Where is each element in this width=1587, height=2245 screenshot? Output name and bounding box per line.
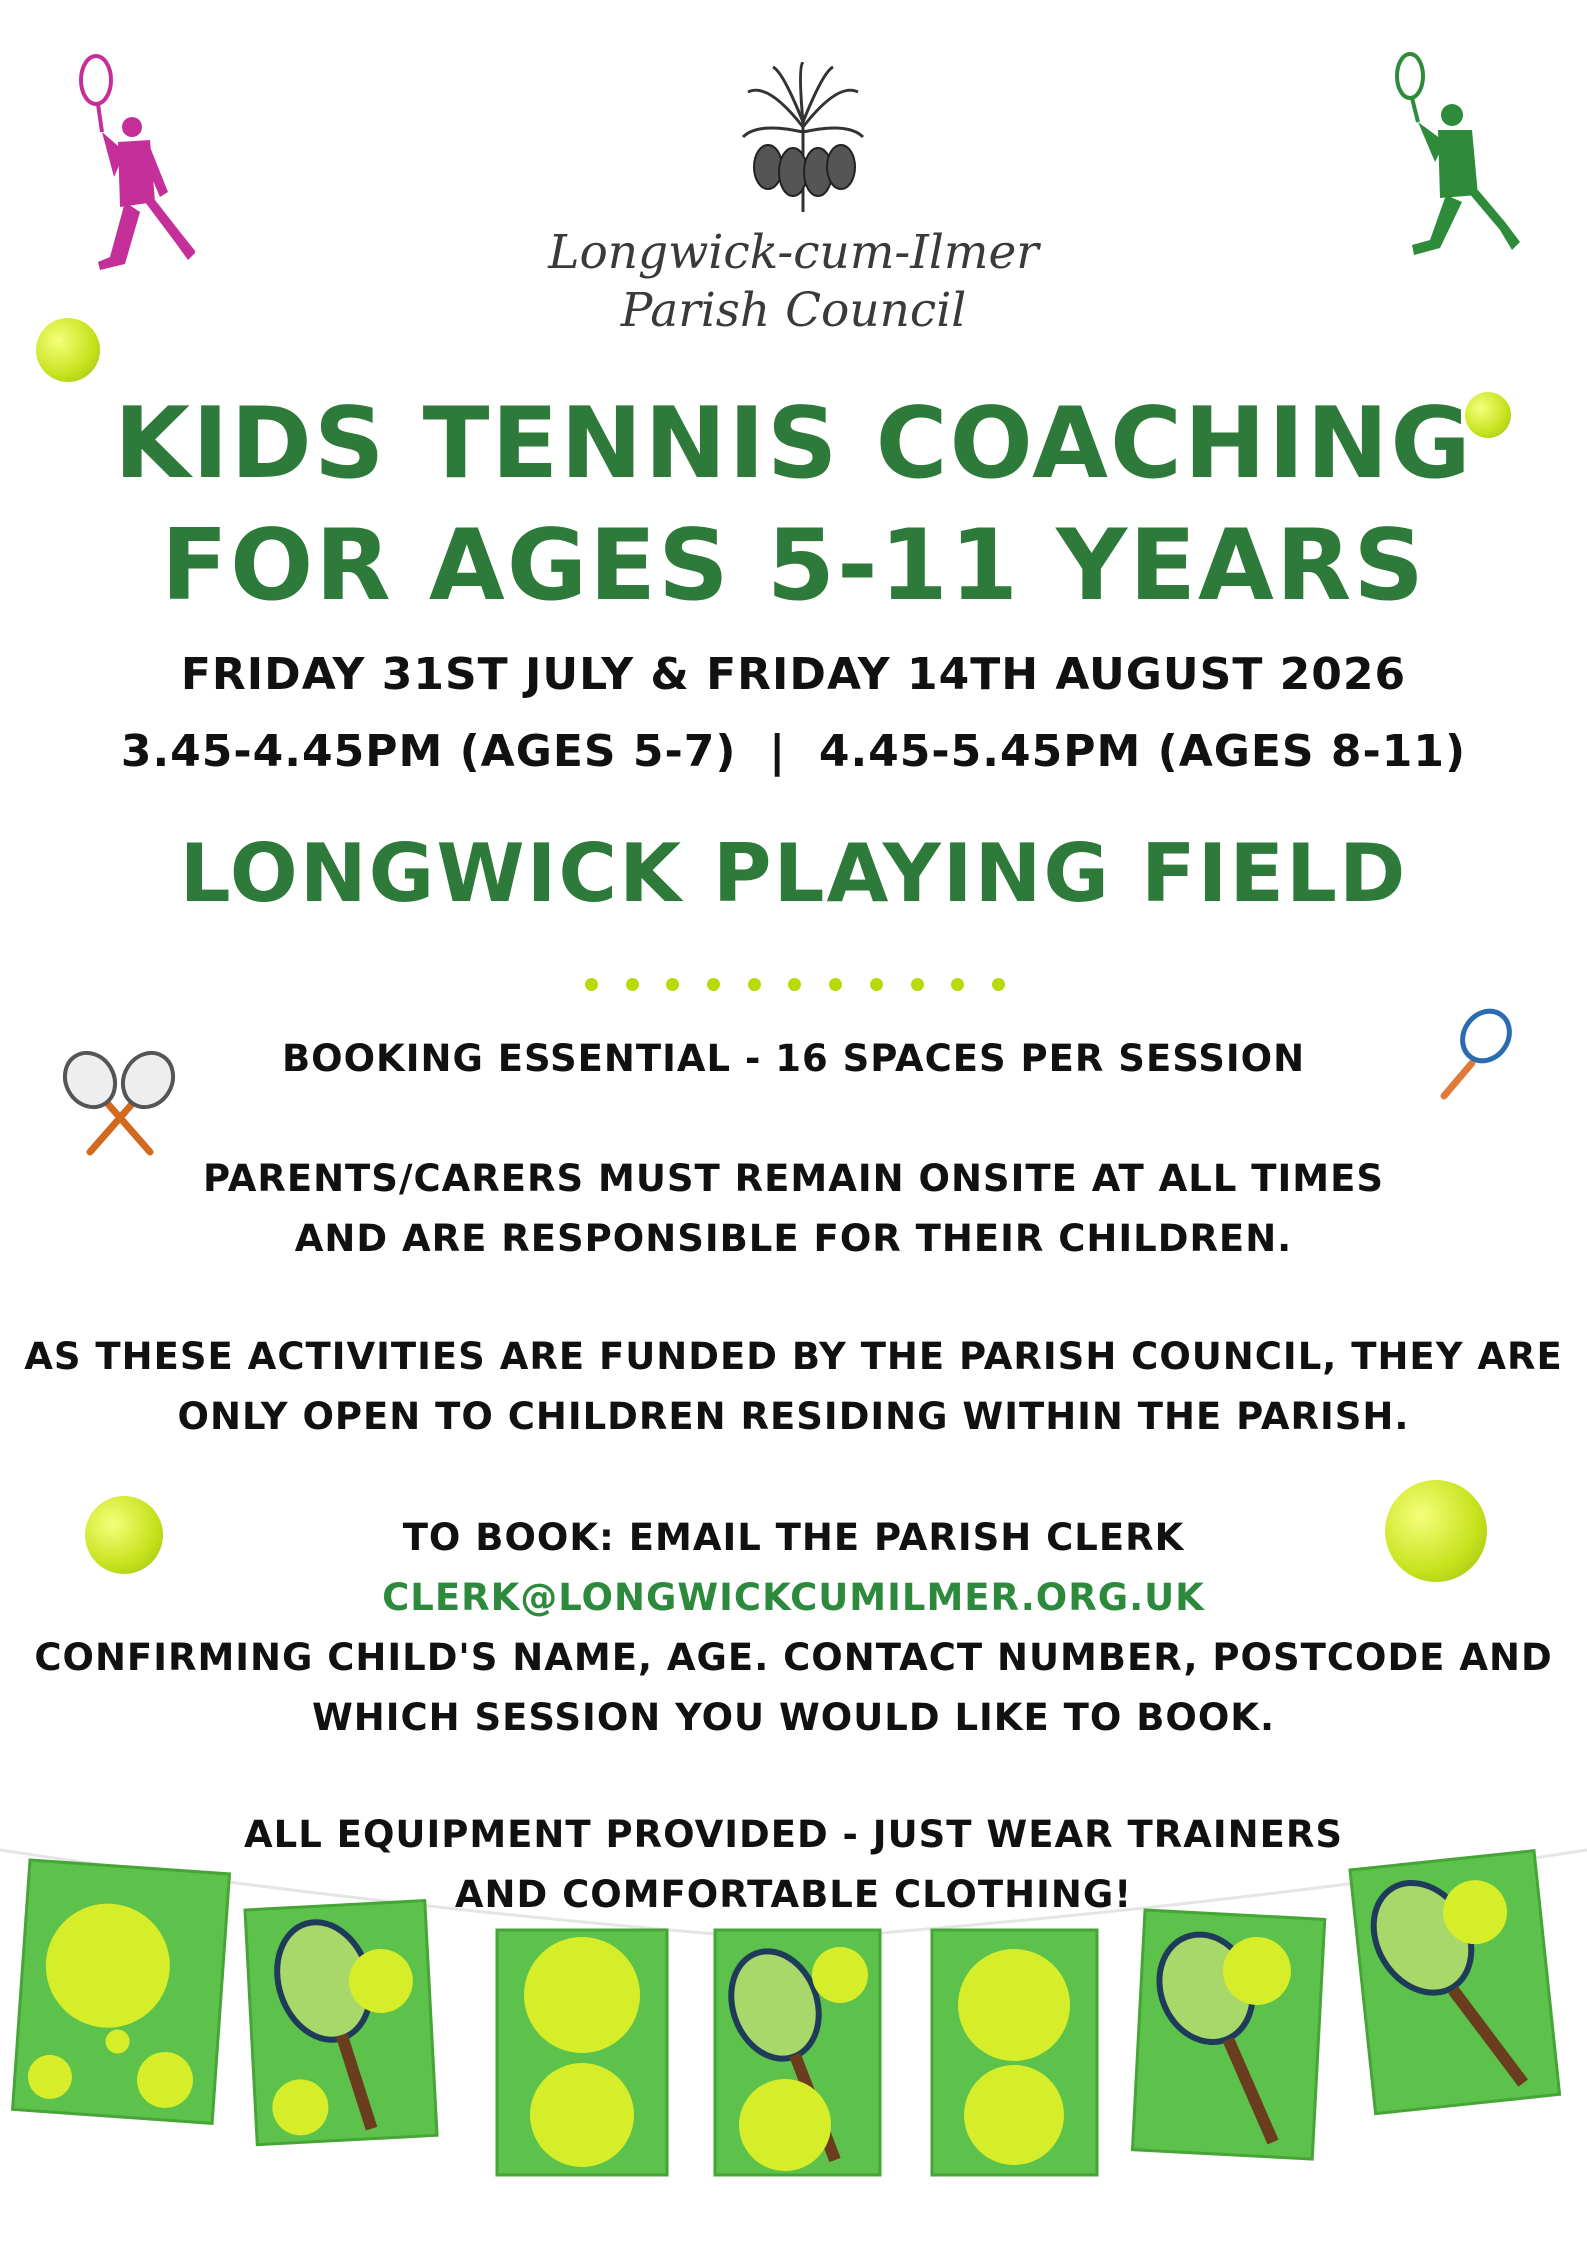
clerk-email-link[interactable]: CLERK@LONGWICKCUMILMER.ORG.UK xyxy=(382,1576,1205,1619)
tennis-player-green-icon xyxy=(1390,50,1520,270)
tennis-ball-icon xyxy=(36,318,100,382)
council-name-line1: Longwick-cum-Ilmer xyxy=(548,225,1039,280)
booking-essential: BOOKING ESSENTIAL - 16 SPACES PER SESSION xyxy=(281,1037,1306,1080)
session-dates: FRIDAY 31ST JULY & FRIDAY 14TH AUGUST 2026 xyxy=(180,649,1407,700)
book-line2: CONFIRMING CHILD'S NAME, AGE. CONTACT NUMBER, POSTCODE AND xyxy=(34,1636,1553,1679)
funding-line1: AS THESE ACTIVITIES ARE FUNDED BY THE PARISH COUNCIL, THEY ARE xyxy=(24,1335,1563,1378)
headline-line2: FOR AGES 5-11 YEARS xyxy=(161,509,1426,623)
equipment-line2: AND COMFORTABLE CLOTHING! xyxy=(454,1873,1133,1916)
equipment-line1: ALL EQUIPMENT PROVIDED - JUST WEAR TRAINERS xyxy=(244,1813,1343,1856)
tennis-player-pink-icon xyxy=(70,52,195,282)
parents-line1: PARENTS/CARERS MUST REMAIN ONSITE AT ALL TIMES xyxy=(202,1157,1385,1200)
parents-line2: AND ARE RESPONSIBLE FOR THEIR CHILDREN. xyxy=(294,1217,1293,1260)
divider-dots xyxy=(585,978,1005,992)
headline-line1: KIDS TENNIS COACHING xyxy=(114,387,1473,501)
venue: LONGWICK PLAYING FIELD xyxy=(179,827,1408,920)
plant-logo-icon xyxy=(728,62,878,227)
session-times: 3.45-4.45PM (AGES 5-7) | 4.45-5.45PM (AGES 8-11) xyxy=(120,726,1467,777)
book-line1: TO BOOK: EMAIL THE PARISH CLERK xyxy=(402,1516,1185,1559)
book-line3: WHICH SESSION YOU WOULD LIKE TO BOOK. xyxy=(311,1696,1276,1739)
funding-line2: ONLY OPEN TO CHILDREN RESIDING WITHIN THE PARISH. xyxy=(177,1395,1410,1438)
bunting-icon xyxy=(0,1830,1587,2245)
council-name-line2: Parish Council xyxy=(620,283,967,338)
